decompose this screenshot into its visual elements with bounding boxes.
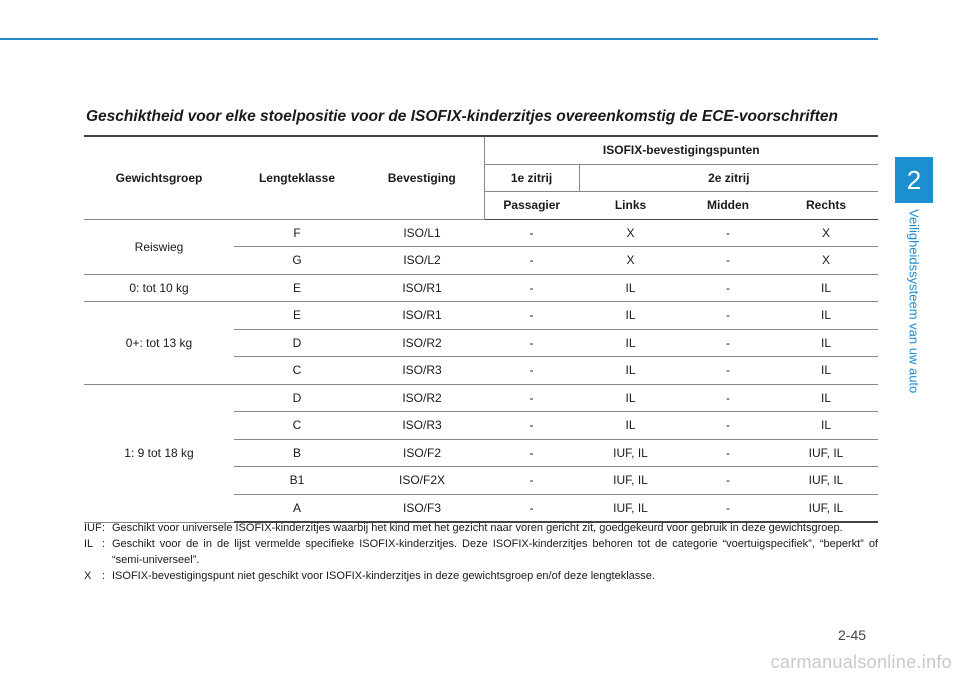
footnotes — [84, 520, 878, 584]
passenger-cell: - — [484, 329, 579, 357]
size-cell: E — [234, 302, 360, 330]
fixture-cell: ISO/F2 — [360, 439, 484, 467]
size-cell: E — [234, 274, 360, 302]
left-cell: X — [579, 247, 682, 275]
fixture-cell: ISO/R3 — [360, 357, 484, 385]
table-row — [84, 274, 878, 302]
passenger-cell: - — [484, 219, 579, 247]
table-row — [84, 219, 878, 247]
footnote-key: IL — [84, 538, 94, 550]
left-cell: IL — [579, 412, 682, 440]
right-cell: IL — [774, 357, 878, 385]
left-cell: IUF, IL — [579, 494, 682, 522]
watermark: carmanualsonline.info — [770, 652, 952, 672]
table-row — [84, 302, 878, 330]
fixture-cell: ISO/R3 — [360, 412, 484, 440]
left-cell: IL — [579, 274, 682, 302]
right-cell: IL — [774, 329, 878, 357]
fixture-cell: ISO/F3 — [360, 494, 484, 522]
footnote — [84, 520, 878, 536]
left-cell: IL — [579, 329, 682, 357]
footnote-text: ISOFIX-bevestigingspunt niet geschikt voor ISOFIX-kinderzitjes in deze gewichtsgroep en/of deze lengteklasse. — [112, 570, 655, 582]
fixture-cell: ISO/R2 — [360, 329, 484, 357]
footnote-separator: : — [102, 522, 106, 534]
right-cell: X — [774, 219, 878, 247]
footnote — [84, 536, 878, 568]
table-row — [84, 384, 878, 412]
middle-cell: - — [682, 302, 774, 330]
middle-cell: - — [682, 357, 774, 385]
left-cell: IL — [579, 302, 682, 330]
header-fixture: Bevestiging — [360, 136, 484, 219]
group-cell: 0: tot 10 kg — [84, 274, 234, 302]
left-cell: IUF, IL — [579, 439, 682, 467]
size-cell: D — [234, 384, 360, 412]
passenger-cell: - — [484, 439, 579, 467]
passenger-cell: - — [484, 494, 579, 522]
header-group: Gewichtsgroep — [84, 136, 234, 219]
page-number: 2-45 — [838, 627, 867, 643]
left-cell: X — [579, 219, 682, 247]
fixture-cell: ISO/L1 — [360, 219, 484, 247]
header-left: Links — [579, 192, 682, 220]
middle-cell: - — [682, 467, 774, 495]
middle-cell: - — [682, 247, 774, 275]
header-row1: 1e zitrij — [484, 164, 579, 192]
passenger-cell: - — [484, 302, 579, 330]
right-cell: IUF, IL — [774, 494, 878, 522]
passenger-cell: - — [484, 467, 579, 495]
size-cell: D — [234, 329, 360, 357]
middle-cell: - — [682, 219, 774, 247]
size-cell: B1 — [234, 467, 360, 495]
middle-cell: - — [682, 384, 774, 412]
header-passenger: Passagier — [484, 192, 579, 220]
size-cell: C — [234, 412, 360, 440]
right-cell: IL — [774, 412, 878, 440]
passenger-cell: - — [484, 357, 579, 385]
right-cell: IUF, IL — [774, 467, 878, 495]
top-rule — [0, 38, 878, 40]
header-middle: Midden — [682, 192, 774, 220]
footnote-separator: : — [102, 570, 106, 582]
footnote-separator: : — [102, 538, 106, 550]
chapter-title: Veiligheidssysteem van uw auto — [906, 209, 922, 394]
group-cell: 0+: tot 13 kg — [84, 302, 234, 385]
size-cell: G — [234, 247, 360, 275]
size-cell: A — [234, 494, 360, 522]
footnote-key: X — [84, 570, 92, 582]
section-title: Geschiktheid voor elke stoelpositie voor de ISOFIX-kinderzitjes overeenkomstig de ECE-voorschriften — [86, 108, 838, 125]
footnote-key: IUF — [84, 522, 102, 534]
middle-cell: - — [682, 274, 774, 302]
footnote-text: Geschikt voor de in de lijst vermelde specifieke ISOFIX-kinderzitjes. Deze ISOFIX-kinderzitjes behoren tot de categorie “voertuigspecifiek”, “beperkt” of “semi-universeel”. — [112, 538, 878, 566]
size-cell: B — [234, 439, 360, 467]
right-cell: IL — [774, 384, 878, 412]
right-cell: X — [774, 247, 878, 275]
chapter-number-tab: 2 — [895, 157, 933, 203]
middle-cell: - — [682, 412, 774, 440]
isofix-table — [84, 135, 878, 523]
middle-cell: - — [682, 439, 774, 467]
fixture-cell: ISO/F2X — [360, 467, 484, 495]
header-right: Rechts — [774, 192, 878, 220]
header-row2: 2e zitrij — [579, 164, 878, 192]
fixture-cell: ISO/R1 — [360, 302, 484, 330]
passenger-cell: - — [484, 384, 579, 412]
left-cell: IL — [579, 384, 682, 412]
size-cell: F — [234, 219, 360, 247]
passenger-cell: - — [484, 412, 579, 440]
right-cell: IL — [774, 274, 878, 302]
table-body — [84, 219, 878, 522]
chapter-title-tab — [895, 203, 933, 415]
size-cell: C — [234, 357, 360, 385]
fixture-cell: ISO/R2 — [360, 384, 484, 412]
passenger-cell: - — [484, 274, 579, 302]
left-cell: IL — [579, 357, 682, 385]
right-cell: IL — [774, 302, 878, 330]
middle-cell: - — [682, 329, 774, 357]
footnote-text: Geschikt voor universele ISOFIX-kinderzitjes waarbij het kind met het gezicht naar voren gericht zit, goedgekeurd voor gebruik in deze gewichtsgroep. — [112, 522, 843, 534]
header-points: ISOFIX-bevestigingspunten — [484, 136, 878, 164]
group-cell: 1: 9 tot 18 kg — [84, 384, 234, 522]
group-cell: Reiswieg — [84, 219, 234, 274]
middle-cell: - — [682, 494, 774, 522]
fixture-cell: ISO/R1 — [360, 274, 484, 302]
passenger-cell: - — [484, 247, 579, 275]
right-cell: IUF, IL — [774, 439, 878, 467]
footnote — [84, 568, 878, 584]
header-size: Lengteklasse — [234, 136, 360, 219]
fixture-cell: ISO/L2 — [360, 247, 484, 275]
left-cell: IUF, IL — [579, 467, 682, 495]
